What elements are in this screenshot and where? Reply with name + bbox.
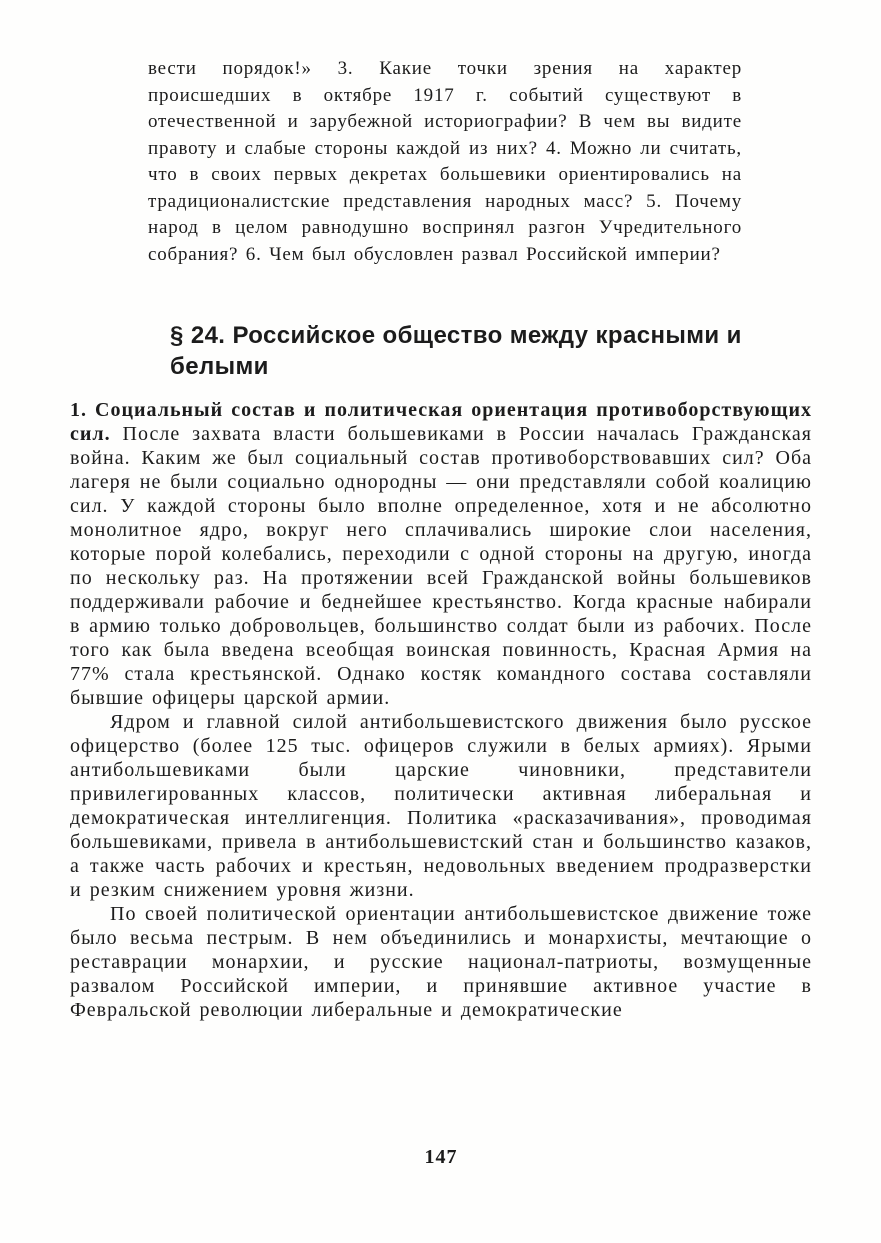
- chapter-questions-block: вести порядок!» 3. Какие точки зрения на характер происшедших в октябре 1917 г. событий существуют в отечественной и зарубежной историографии? В чем вы видите правоту и слабые стороны каждой из них? 4. Можно ли считать, что в своих первых декретах большевики ориентировались на традиционалистские представления народных масс? 5. Почему народ в целом равнодушно воспринял разгон Учредительного собрания? 6. Чем был обусловлен развал Российской империи?: [148, 58, 742, 265]
- body-text: [70, 398, 812, 1022]
- paragraph-2: Ядром и главной силой антибольшевистского движения было русское офицерство (более 125 тыс. офицеров служили в белых армиях). Ярыми антибольшевиками были царские чиновники, представители привилегированных классов, политически активная либеральная и демократическая интеллигенция. Политика «расказачивания», проводимая большевиками, привела в антибольшевистский стан и большинство казаков, а также часть рабочих и крестьян, недовольных введением продразверстки и резким снижением уровня жизни.: [70, 711, 812, 901]
- paragraph-3: По своей политической ориентации антибольшевистское движение тоже было весьма пестрым. В нем объединились и монархисты, мечтающие о реставрации монархии, и русские национал-патриоты, возмущенные развалом Российской империи, и принявшие активное участие в Февральской революции либеральные и демократические: [70, 903, 812, 1021]
- section-heading: § 24. Российское общество между красными и белыми: [170, 322, 742, 380]
- paragraph-1-lead: 1. Социальный состав и политическая ориентация противоборствующих сил.: [70, 399, 812, 445]
- paragraph-1-text: После захвата власти большевиками в России началась Гражданская война. Каким же был социальный состав противоборствовавших сил? Оба лагеря не были социально однородны — они представляли собой коалицию сил. У каждой стороны было вполне определенное, хотя и не абсолютно монолитное ядро, вокруг него сплачивались широкие слои населения, которые порой колебались, переходили с одной стороны на другую, иногда по нескольку раз. На протяжении всей Гражданской войны большевиков поддерживали рабочие и беднейшее крестьянство. Когда красные набирали в армию только добровольцев, большинство солдат были из рабочих. После того как была введена всеобщая воинская повинность, Красная Армия на 77% стала крестьянской. Однако костяк командного состава составляли бывшие офицеры царской армии.: [70, 423, 812, 709]
- paragraph-1: [70, 398, 812, 710]
- page-number: 147: [424, 1146, 458, 1168]
